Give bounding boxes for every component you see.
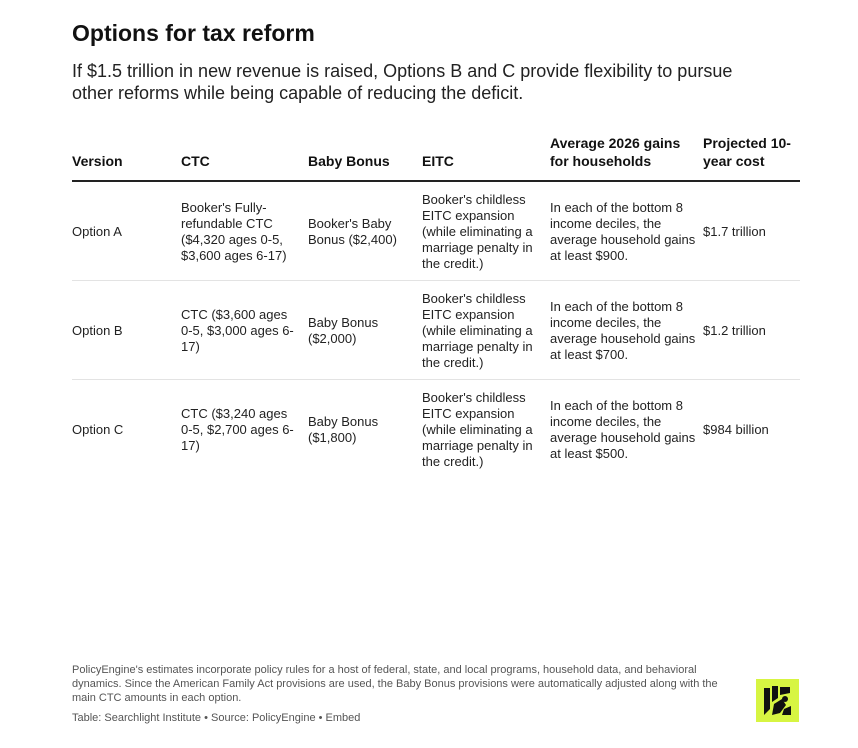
- searchlight-logo-icon: [756, 679, 799, 722]
- column-header-version: Version: [72, 134, 181, 181]
- column-header-gains: Average 2026 gains for households: [550, 134, 703, 181]
- page-title: Options for tax reform: [72, 20, 315, 46]
- cell-gains: In each of the bottom 8 income deciles, the average household gains at least $700.: [550, 281, 703, 380]
- page-subtitle: If $1.5 trillion in new revenue is raised, Options B and C provide flexibility to pursue other reforms while being capable of reducing the deficit.: [72, 61, 733, 103]
- cell-baby-bonus: Baby Bonus ($2,000): [308, 281, 422, 380]
- options-table: [72, 134, 800, 478]
- cell-gains: In each of the bottom 8 income deciles, the average household gains at least $500.: [550, 398, 696, 461]
- embed-link[interactable]: Embed: [325, 712, 361, 724]
- methodology-note: PolicyEngine's estimates incorporate policy rules for a host of federal, state, and local programs, household data, and behavioral dynamics. Since the American Family Act provisions are used, the Baby Bonus provisions were automatically adjusted along with the main CTC amounts in each option.: [72, 664, 718, 704]
- cell-baby-bonus: Baby Bonus ($1,800): [308, 414, 379, 445]
- column-header-ctc: CTC: [181, 134, 308, 181]
- table-header-row: [72, 134, 800, 181]
- cell-baby-bonus: Booker's Baby Bonus ($2,400): [308, 181, 422, 281]
- cell-version: Option B: [72, 281, 181, 380]
- logo-graphic: [756, 679, 799, 722]
- article: [72, 18, 800, 478]
- table-credit: Table: Searchlight Institute: [72, 712, 202, 724]
- table-row: [72, 281, 800, 380]
- separator: •: [201, 712, 211, 724]
- cell-version: Option A: [72, 181, 181, 281]
- table-row: [72, 181, 800, 281]
- cell-cost: $1.7 trillion: [703, 181, 800, 281]
- cell-ctc: CTC ($3,240 ages 0-5, $2,700 ages 6-17): [181, 406, 294, 453]
- separator: •: [315, 712, 326, 724]
- column-header-eitc: EITC: [422, 134, 550, 181]
- cell-ctc: CTC ($3,600 ages 0-5, $3,000 ages 6-17): [181, 281, 308, 380]
- source-line: [72, 711, 360, 725]
- table-row: [72, 380, 800, 479]
- cell-eitc: Booker's childless EITC expansion (while eliminating a marriage penalty in the credit.): [422, 390, 533, 469]
- column-header-baby-bonus: Baby Bonus: [308, 134, 422, 181]
- cell-eitc: Booker's childless EITC expansion (while eliminating a marriage penalty in the credit.): [422, 181, 550, 281]
- cell-cost: $1.2 trillion: [703, 281, 800, 380]
- cell-gains: In each of the bottom 8 income deciles, the average household gains at least $900.: [550, 181, 703, 281]
- cell-ctc: Booker's Fully-refundable CTC ($4,320 ages 0-5, $3,600 ages 6-17): [181, 181, 308, 281]
- cell-version: Option C: [72, 422, 124, 437]
- column-header-cost: Projected 10-year cost: [703, 134, 800, 181]
- source-link[interactable]: Source: PolicyEngine: [211, 712, 316, 724]
- cell-cost: $984 billion: [703, 422, 769, 437]
- cell-eitc: Booker's childless EITC expansion (while eliminating a marriage penalty in the credit.): [422, 281, 550, 380]
